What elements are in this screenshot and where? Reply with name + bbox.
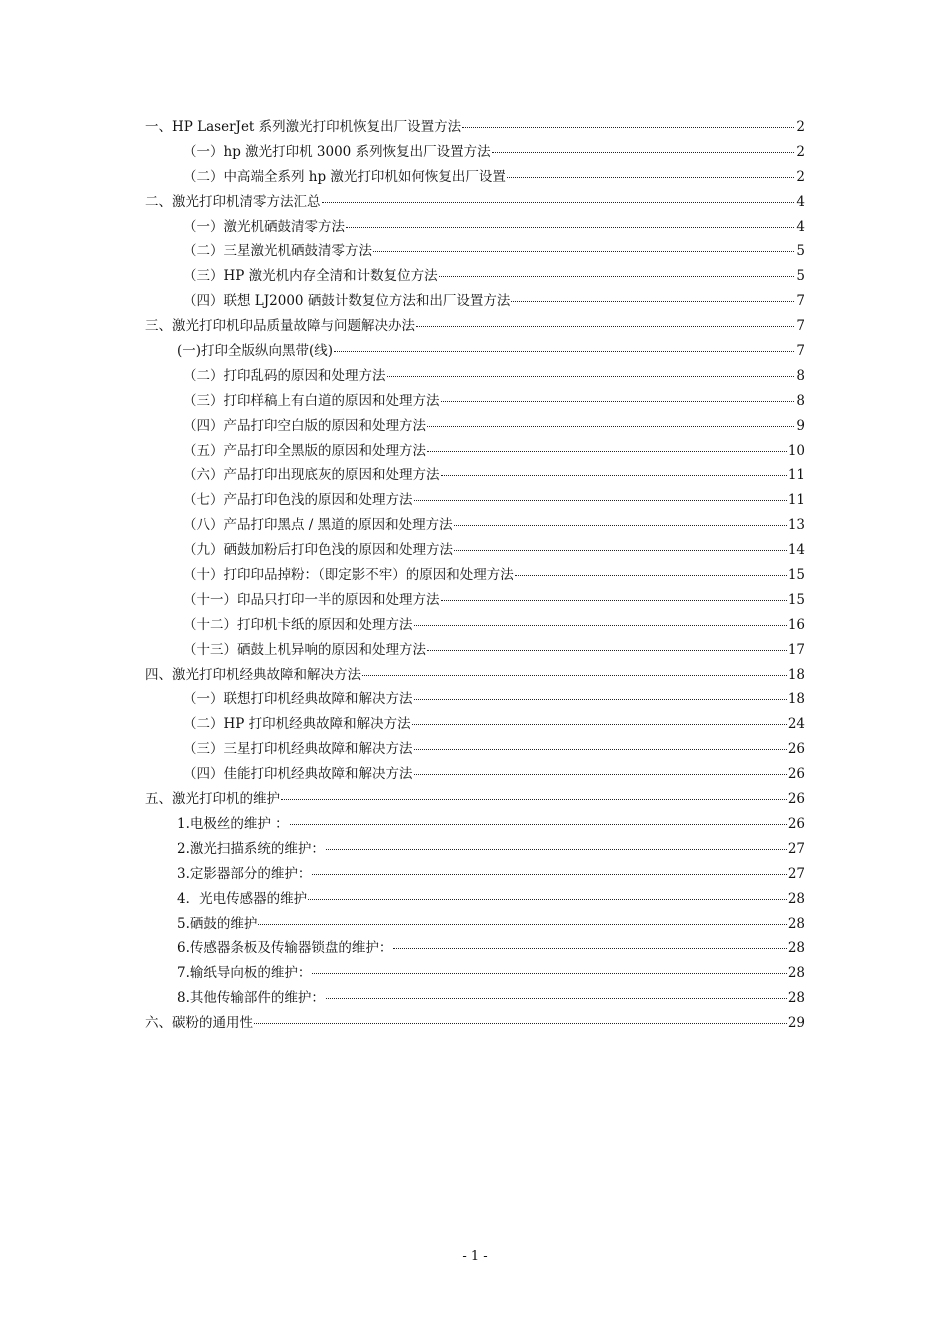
- toc-entry-page-number: 8: [796, 392, 805, 409]
- toc-entry-page-number: 4: [796, 193, 805, 210]
- toc-entry-page-number: 11: [787, 467, 805, 484]
- toc-entry[interactable]: [145, 663, 805, 688]
- toc-leader-dots: [427, 650, 787, 651]
- toc-leader-dots: [462, 127, 794, 128]
- toc-entry-title: （十）打印印品掉粉：（即定影不牢）的原因和处理方法: [183, 567, 514, 584]
- toc-leader-dots: [258, 924, 786, 925]
- toc-leader-dots: [312, 874, 786, 875]
- toc-entry-page-number: 7: [796, 318, 805, 335]
- toc-leader-dots: [414, 625, 787, 626]
- toc-leader-dots: [412, 724, 787, 725]
- toc-entry[interactable]: [145, 190, 805, 215]
- toc-entry-page-number: 8: [796, 367, 805, 384]
- toc-entry-title: 2.激光扫描系统的维护：: [177, 840, 325, 857]
- table-of-contents: [145, 115, 805, 1036]
- toc-leader-dots: [507, 177, 794, 178]
- toc-entry-page-number: 26: [787, 766, 805, 783]
- toc-entry-page-number: 28: [787, 990, 805, 1007]
- toc-entry-page-number: 28: [787, 890, 805, 907]
- toc-entry-page-number: 27: [787, 840, 805, 857]
- toc-entry-title: （一）联想打印机经典故障和解决方法: [183, 691, 413, 708]
- toc-entry-title: 8.其他传输部件的维护：: [177, 990, 325, 1007]
- toc-leader-dots: [346, 227, 794, 228]
- toc-entry[interactable]: [145, 215, 805, 240]
- toc-leader-dots: [454, 525, 787, 526]
- toc-entry-title: （二）HP 打印机经典故障和解决方法: [183, 716, 411, 733]
- toc-entry-title: （六）产品打印出现底灰的原因和处理方法: [183, 467, 440, 484]
- toc-entry-title: （七）产品打印色浅的原因和处理方法: [183, 492, 413, 509]
- toc-entry-page-number: 10: [787, 442, 805, 459]
- toc-entry-title: 六、碳粉的通用性: [145, 1015, 253, 1032]
- toc-entry-title: 一、HP LaserJet 系列激光打印机恢复出厂设置方法: [145, 119, 462, 135]
- toc-leader-dots: [373, 251, 794, 252]
- toc-entry-page-number: 16: [787, 616, 805, 633]
- toc-entry-page-number: 9: [796, 417, 805, 434]
- toc-entry[interactable]: [145, 563, 805, 588]
- toc-entry-page-number: 26: [787, 815, 805, 832]
- toc-entry-title: （四）联想 LJ2000 硒鼓计数复位方法和出厂设置方法: [183, 293, 511, 310]
- toc-leader-dots: [441, 475, 787, 476]
- toc-entry-title: 3.定影器部分的维护：: [177, 865, 312, 882]
- toc-leader-dots: [290, 824, 787, 825]
- toc-entry-page-number: 28: [787, 915, 805, 932]
- toc-leader-dots: [515, 575, 787, 576]
- toc-entry-title: （三）打印样稿上有白道的原因和处理方法: [183, 392, 440, 409]
- toc-entry[interactable]: [145, 986, 805, 1011]
- toc-leader-dots: [308, 899, 787, 900]
- toc-leader-dots: [427, 451, 787, 452]
- toc-leader-dots: [427, 426, 794, 427]
- toc-leader-dots: [416, 326, 794, 327]
- toc-entry-title: 三、激光打印机印品质量故障与问题解决办法: [145, 318, 415, 335]
- toc-entry[interactable]: [145, 264, 805, 289]
- toc-entry-title: 6.传感器条板及传输器锁盘的维护：: [177, 940, 393, 957]
- toc-leader-dots: [254, 1023, 787, 1024]
- toc-leader-dots: [312, 973, 786, 974]
- toc-entry-page-number: 18: [787, 666, 805, 683]
- toc-entry-title: （十三）硒鼓上机异响的原因和处理方法: [183, 641, 426, 658]
- toc-leader-dots: [511, 301, 794, 302]
- toc-leader-dots: [414, 699, 787, 700]
- toc-entry-page-number: 7: [796, 343, 805, 360]
- toc-entry-title: 四、激光打印机经典故障和解决方法: [145, 666, 361, 683]
- toc-entry-title: （九）硒鼓加粉后打印色浅的原因和处理方法: [183, 542, 453, 559]
- toc-entry[interactable]: [145, 961, 805, 986]
- toc-entry-page-number: 18: [787, 691, 805, 708]
- toc-entry[interactable]: [145, 787, 805, 812]
- toc-entry-title: 五、激光打印机的维护: [145, 791, 280, 808]
- toc-entry-title: （十一）印品只打印一半的原因和处理方法: [183, 591, 440, 608]
- toc-entry-page-number: 27: [787, 865, 805, 882]
- toc-entry[interactable]: [145, 165, 805, 190]
- toc-entry[interactable]: [145, 762, 805, 787]
- toc-leader-dots: [414, 749, 787, 750]
- toc-entry-page-number: 4: [796, 218, 805, 235]
- toc-entry[interactable]: [145, 463, 805, 488]
- toc-entry-title: （三）HP 激光机内存全清和计数复位方法: [183, 268, 438, 285]
- toc-entry-title: （八）产品打印黑点 / 黑道的原因和处理方法: [183, 517, 453, 534]
- toc-leader-dots: [414, 500, 787, 501]
- toc-entry-page-number: 14: [787, 542, 805, 559]
- toc-entry-title: 4．光电传感器的维护: [177, 890, 308, 907]
- toc-entry[interactable]: [145, 140, 805, 165]
- toc-entry[interactable]: [145, 439, 805, 464]
- toc-leader-dots: [439, 276, 794, 277]
- toc-entry-page-number: 28: [787, 940, 805, 957]
- toc-entry-title: （四）佳能打印机经典故障和解决方法: [183, 766, 413, 783]
- toc-entry-title: （二）打印乱码的原因和处理方法: [183, 367, 386, 384]
- toc-entry-page-number: 7: [796, 293, 805, 310]
- toc-entry-title: 1.电极丝的维护 ：: [177, 815, 289, 832]
- toc-leader-dots: [322, 202, 795, 203]
- toc-entry[interactable]: [145, 936, 805, 961]
- toc-leader-dots: [441, 401, 795, 402]
- toc-entry-title: 7.输纸导向板的维护：: [177, 965, 312, 982]
- toc-entry[interactable]: [145, 737, 805, 762]
- page-number: - 1 -: [462, 1249, 488, 1264]
- toc-entry-title: （三）三星打印机经典故障和解决方法: [183, 741, 413, 758]
- toc-entry-page-number: 11: [787, 492, 805, 509]
- toc-entry-page-number: 28: [787, 965, 805, 982]
- toc-entry[interactable]: [145, 613, 805, 638]
- toc-entry[interactable]: [145, 712, 805, 737]
- toc-entry-title: （五）产品打印全黑版的原因和处理方法: [183, 442, 426, 459]
- toc-entry[interactable]: [145, 289, 805, 314]
- toc-entry-title: （二）中高端全系列 hp 激光打印机如何恢复出厂设置: [183, 168, 506, 185]
- toc-entry-page-number: 26: [787, 791, 805, 808]
- toc-entry[interactable]: [145, 687, 805, 712]
- toc-entry-title: (一)打印全版纵向黑带(线): [177, 343, 334, 360]
- toc-entry-title: （十二）打印机卡纸的原因和处理方法: [183, 616, 413, 633]
- toc-entry-title: 二、激光打印机清零方法汇总: [145, 193, 321, 210]
- toc-entry[interactable]: [145, 389, 805, 414]
- toc-entry-title: （一）hp 激光打印机 3000 系列恢复出厂设置方法: [183, 143, 491, 160]
- toc-leader-dots: [362, 675, 787, 676]
- toc-entry-page-number: 26: [787, 741, 805, 758]
- toc-entry[interactable]: [145, 364, 805, 389]
- toc-leader-dots: [492, 152, 794, 153]
- toc-leader-dots: [281, 799, 787, 800]
- toc-entry[interactable]: [145, 837, 805, 862]
- toc-entry-page-number: 15: [787, 591, 805, 608]
- toc-entry[interactable]: [145, 1011, 805, 1036]
- toc-leader-dots: [393, 948, 786, 949]
- toc-entry[interactable]: [145, 414, 805, 439]
- toc-entry[interactable]: [145, 887, 805, 912]
- toc-leader-dots: [454, 550, 787, 551]
- toc-entry[interactable]: [145, 588, 805, 613]
- toc-entry-title: （一）激光机硒鼓清零方法: [183, 218, 345, 235]
- toc-leader-dots: [326, 998, 787, 999]
- toc-entry-page-number: 13: [787, 517, 805, 534]
- toc-entry-page-number: 5: [796, 243, 805, 260]
- toc-entry[interactable]: [145, 513, 805, 538]
- toc-leader-dots: [334, 351, 794, 352]
- toc-entry[interactable]: [145, 488, 805, 513]
- toc-entry-page-number: 17: [787, 641, 805, 658]
- toc-entry-title: （二）三星激光机硒鼓清零方法: [183, 243, 372, 260]
- toc-entry[interactable]: [145, 912, 805, 937]
- toc-entry[interactable]: [145, 862, 805, 887]
- toc-entry[interactable]: [145, 538, 805, 563]
- toc-entry-page-number: 24: [787, 716, 805, 733]
- toc-entry[interactable]: [145, 812, 805, 837]
- toc-leader-dots: [326, 849, 787, 850]
- toc-entry-title: 5.硒鼓的维护: [177, 915, 258, 932]
- toc-entry-page-number: 15: [787, 567, 805, 584]
- toc-entry-page-number: 2: [796, 143, 805, 160]
- toc-leader-dots: [414, 774, 787, 775]
- toc-entry[interactable]: [145, 115, 805, 140]
- toc-entry-page-number: 29: [787, 1015, 805, 1032]
- toc-entry[interactable]: [145, 314, 805, 339]
- toc-entry[interactable]: [145, 339, 805, 364]
- toc-entry-title: （四）产品打印空白版的原因和处理方法: [183, 417, 426, 434]
- toc-entry-page-number: 5: [796, 268, 805, 285]
- toc-leader-dots: [387, 376, 795, 377]
- toc-entry-page-number: 2: [796, 119, 805, 135]
- toc-entry[interactable]: [145, 638, 805, 663]
- toc-leader-dots: [441, 600, 787, 601]
- toc-entry-page-number: 2: [796, 168, 805, 185]
- toc-entry[interactable]: [145, 239, 805, 264]
